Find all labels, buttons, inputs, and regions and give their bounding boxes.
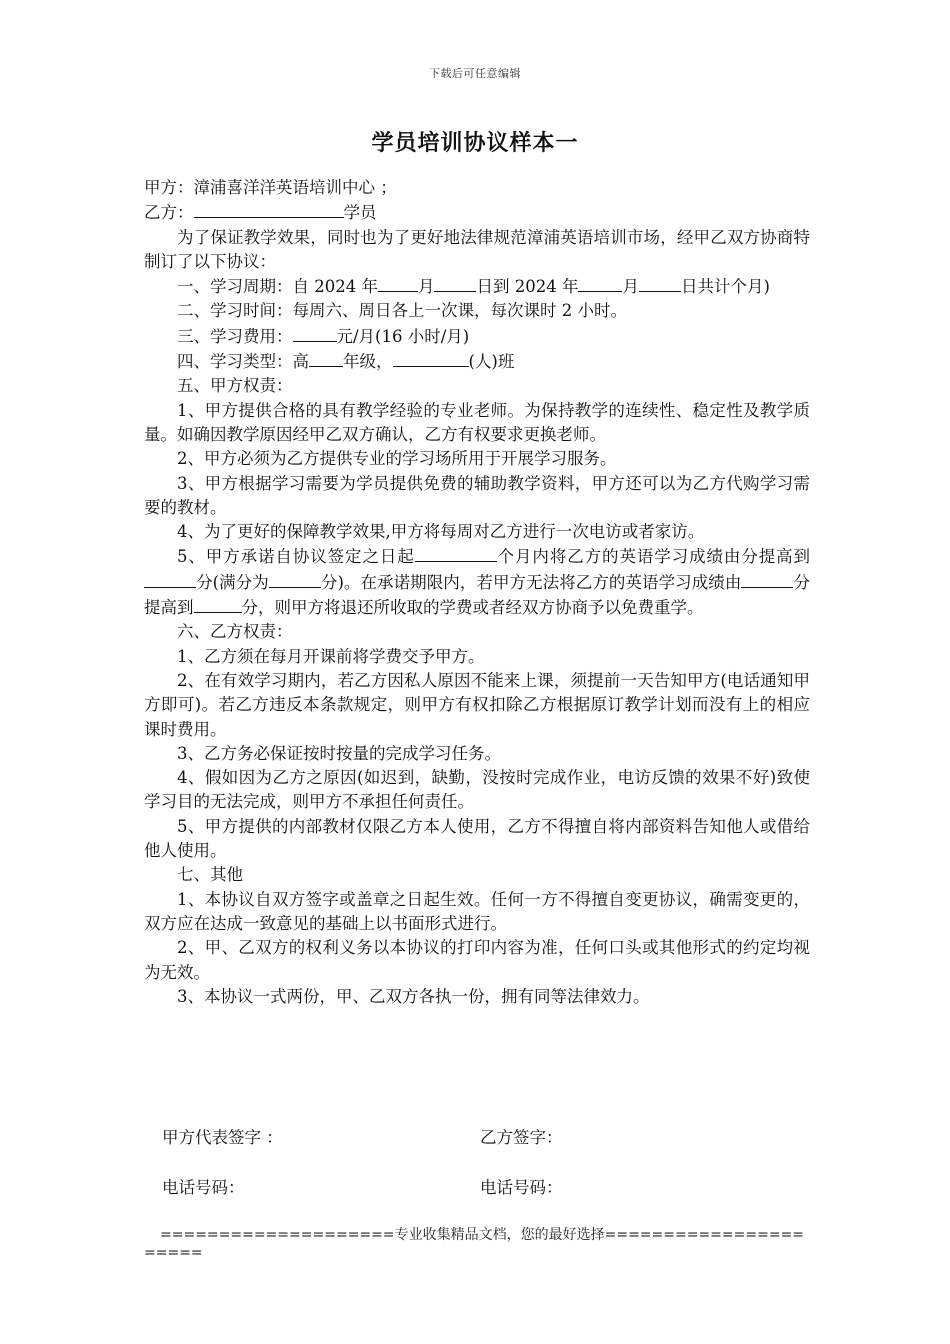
clause3-text-1: 三、学习费用： — [177, 326, 293, 346]
item5-text-4: 分)。在承诺期限内，若甲方无法将乙方的英语学习成绩由 — [320, 572, 742, 592]
section6-item-3: 3、乙方务必保证按时按量的完成学习任务。 — [177, 743, 501, 763]
blank-fee — [293, 324, 337, 342]
blank-start-day — [434, 274, 476, 292]
section6-item-2: 2、在有效学习期内，若乙方因私人原因不能来上课，须提前一天告知甲方(电话通知甲方即可)。若乙方违反本条款规定，则甲方有权扣除乙方根据原订教学计划而没有上的相应课时费用。 — [144, 670, 810, 739]
clause1-text-2: 月 — [417, 277, 435, 297]
clause1-text-3: 日到 2024 年 — [476, 277, 579, 297]
document-title: 学员培训协议样本一 — [371, 131, 579, 156]
section5-item-2: 2、甲方必须为乙方提供专业的学习场所用于开展学习服务。 — [177, 449, 617, 469]
party-b-suffix: 学员 — [343, 203, 377, 223]
party-b-signature-label: 乙方签字： — [480, 1128, 563, 1147]
section7-item-1: 1、本协议自双方签字或盖章之日起生效。任何一方不得擅自变更协议，确需变更的，双方应在达成一致意见的基础上以书面形式进行。 — [144, 889, 810, 933]
blank-from-score — [741, 570, 793, 588]
blank-end-month — [578, 274, 622, 292]
blank-target-score — [144, 570, 196, 588]
blank-grade — [309, 349, 343, 367]
blank-start-month — [378, 274, 418, 292]
party-a-phone-label: 电话号码： — [162, 1178, 245, 1197]
item5-text-5: 分提高到 — [144, 572, 810, 618]
item5-text-1: 5、甲方承诺自协议签定之日起 — [177, 547, 415, 567]
section5-heading: 五、甲方权责： — [177, 376, 293, 396]
clause-study-period — [144, 274, 810, 299]
clause1-text-4: 月 — [622, 277, 639, 297]
footer-banner: ====================专业收集精品文档，您的最好选择====================== — [144, 1227, 805, 1261]
blank-end-day — [639, 274, 681, 292]
clause-study-time: 二、学习时间：每周六、周日各上一次课，每次课时 2 小时。 — [177, 301, 627, 321]
item5-text-2: 个月内将乙方的英语学习成绩由分提高到 — [496, 547, 810, 567]
section5-item-5 — [144, 544, 810, 620]
clause4-text-1: 四、学习类型：高 — [177, 352, 309, 372]
clause-study-type — [144, 349, 810, 374]
clause3-text-2: 元/月(16 小时/月) — [336, 326, 470, 346]
intro-paragraph: 为了保证教学效果，同时也为了更好地法律规范漳浦英语培训市场，经甲乙双方协商特制订了以下协议： — [144, 227, 810, 271]
party-b-label: 乙方： — [144, 203, 194, 223]
blank-to-score — [194, 595, 242, 613]
section6-item-5: 5、甲方提供的内部教材仅限乙方本人使用，乙方不得擅自将内部资料告知他人或借给他人使用。 — [144, 816, 810, 861]
blank-full-score — [269, 570, 321, 588]
section7-item-3: 3、本协议一式两份，甲、乙双方各执一份，拥有同等法律效力。 — [177, 986, 650, 1006]
blank-months — [415, 544, 497, 562]
section5-item-3: 3、甲方根据学习需要为学员提供免费的辅助教学资料，甲方还可以为乙方代购学习需要的教材。 — [144, 473, 810, 517]
party-a-line — [144, 176, 810, 200]
clause1-text-5: 日共计个月) — [680, 277, 770, 297]
party-b-line — [144, 200, 810, 225]
clause-study-fee — [144, 324, 810, 349]
agreement-body — [144, 176, 810, 1009]
clause1-text-1: 一、学习周期：自 2024 年 — [177, 277, 378, 297]
item5-text-3: 分(满分为 — [196, 572, 269, 592]
clause4-text-2: 年级， — [343, 352, 393, 372]
party-a-label: 甲方： — [144, 178, 194, 197]
section5-item-1: 1、甲方提供合格的具有教学经验的专业老师。为保持教学的连续性、稳定性及教学质量。如确因教学原因经甲乙双方确认，乙方有权要求更换老师。 — [144, 400, 810, 444]
party-b-blank — [194, 200, 344, 218]
item5-text-6: 分，则甲方将退还所收取的学费或者经双方协商予以免费重学。 — [241, 598, 704, 618]
header-note: 下载后可任意编辑 — [429, 67, 521, 80]
party-a-name: 漳浦喜洋洋英语培训中心 ； — [193, 178, 397, 197]
party-b-phone-label: 电话号码： — [480, 1178, 563, 1197]
blank-class-size — [393, 349, 469, 367]
section7-heading: 七、其他 — [177, 865, 243, 885]
section7-item-2: 2、甲、乙双方的权利义务以本协议的打印内容为准，任何口头或其他形式的约定均视为无效。 — [144, 938, 810, 982]
section6-heading: 六、乙方权责： — [177, 622, 293, 642]
section6-item-4: 4、假如因为乙方之原因(如迟到，缺勤，没按时完成作业，电访反馈的效果不好)致使学习目的无法完成，则甲方不承担任何责任。 — [144, 768, 810, 812]
section6-item-1: 1、乙方须在每月开课前将学费交予甲方。 — [177, 646, 485, 666]
clause4-text-3: (人)班 — [468, 352, 515, 372]
section5-item-4: 4、为了更好的保障教学效果,甲方将每周对乙方进行一次电访或者家访。 — [177, 522, 705, 542]
party-a-signature-label: 甲方代表签字 ： — [162, 1128, 283, 1147]
